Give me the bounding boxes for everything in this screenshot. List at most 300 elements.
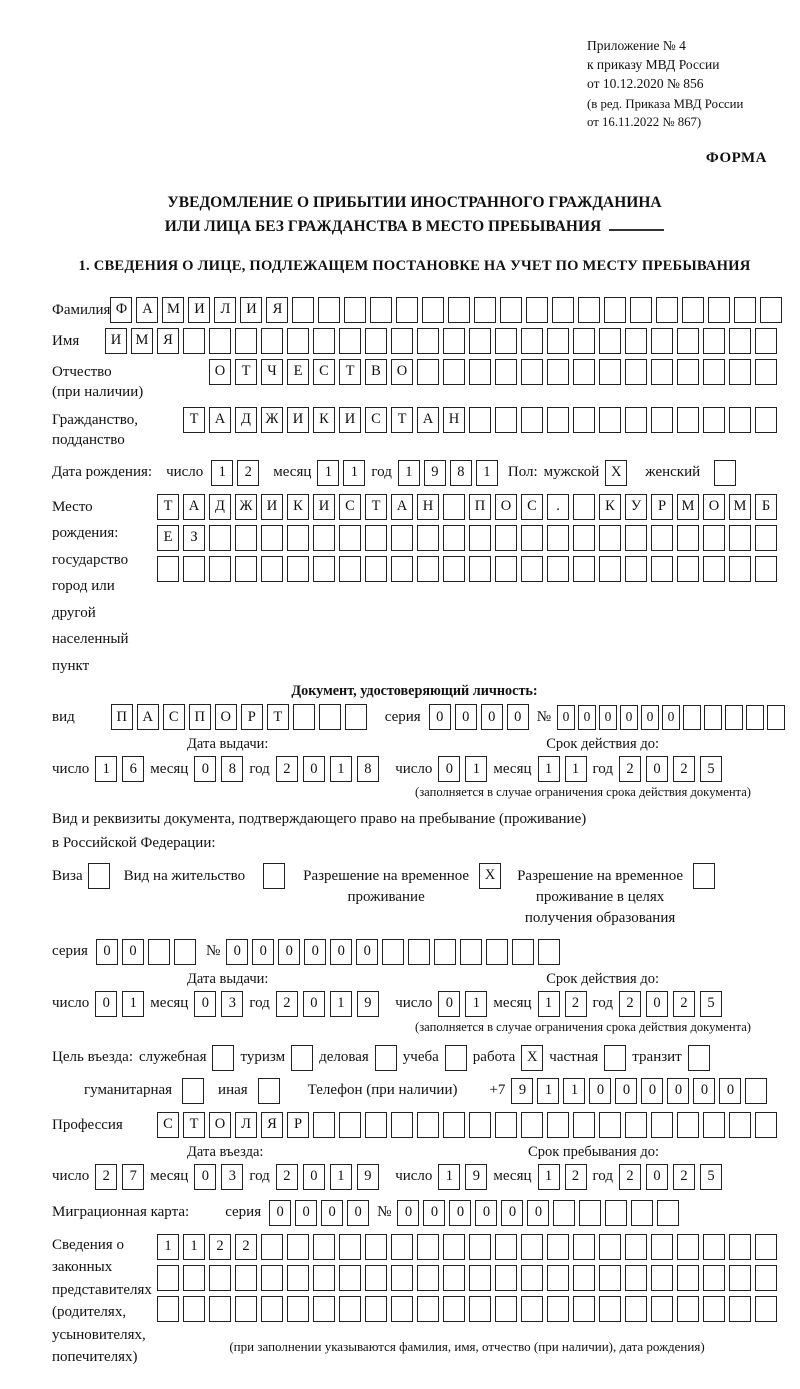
char-cell[interactable] <box>313 1296 335 1322</box>
char-cell[interactable]: 0 <box>252 939 274 965</box>
char-cell[interactable]: Т <box>235 359 257 385</box>
char-cell[interactable] <box>417 328 439 354</box>
char-cell[interactable] <box>755 1265 777 1291</box>
char-cell[interactable]: 0 <box>507 704 529 730</box>
char-cell[interactable] <box>708 297 730 323</box>
char-cell[interactable] <box>547 359 569 385</box>
char-cell[interactable] <box>261 556 283 582</box>
char-cell[interactable] <box>287 1296 309 1322</box>
char-cell[interactable]: П <box>469 494 491 520</box>
char-cell[interactable]: Р <box>651 494 673 520</box>
char-cell[interactable] <box>469 556 491 582</box>
char-cell[interactable]: 0 <box>303 756 325 782</box>
char-cell[interactable] <box>729 1265 751 1291</box>
char-cell[interactable]: 2 <box>209 1234 231 1260</box>
residence-permit-checkbox[interactable] <box>263 863 285 889</box>
char-cell[interactable] <box>755 359 777 385</box>
char-cell[interactable] <box>729 525 751 551</box>
char-cell[interactable]: К <box>287 494 309 520</box>
char-cell[interactable] <box>512 939 534 965</box>
purpose-humanitarian-checkbox[interactable] <box>182 1078 204 1104</box>
char-cell[interactable] <box>443 1112 465 1138</box>
char-cell[interactable]: 0 <box>455 704 477 730</box>
char-cell[interactable] <box>625 525 647 551</box>
char-cell[interactable] <box>651 1296 673 1322</box>
char-cell[interactable] <box>365 525 387 551</box>
char-cell[interactable]: 1 <box>465 991 487 1017</box>
char-cell[interactable] <box>313 556 335 582</box>
char-cell[interactable]: О <box>209 359 231 385</box>
char-cell[interactable] <box>391 1234 413 1260</box>
char-cell[interactable]: 1 <box>538 1164 560 1190</box>
char-cell[interactable] <box>313 1112 335 1138</box>
char-cell[interactable] <box>157 1265 179 1291</box>
char-cell[interactable]: Р <box>241 704 263 730</box>
char-cell[interactable] <box>625 1112 647 1138</box>
purpose-tourism-checkbox[interactable] <box>291 1045 313 1071</box>
char-cell[interactable] <box>235 556 257 582</box>
char-cell[interactable] <box>547 525 569 551</box>
char-cell[interactable] <box>599 1112 621 1138</box>
char-cell[interactable]: С <box>521 494 543 520</box>
char-cell[interactable] <box>365 328 387 354</box>
char-cell[interactable]: 0 <box>303 991 325 1017</box>
char-cell[interactable] <box>703 556 725 582</box>
char-cell[interactable] <box>443 359 465 385</box>
char-cell[interactable]: 0 <box>667 1078 689 1104</box>
char-cell[interactable] <box>469 1234 491 1260</box>
char-cell[interactable] <box>521 359 543 385</box>
char-cell[interactable]: 2 <box>673 756 695 782</box>
char-cell[interactable]: 1 <box>465 756 487 782</box>
char-cell[interactable] <box>391 556 413 582</box>
char-cell[interactable]: А <box>183 494 205 520</box>
char-cell[interactable]: Б <box>755 494 777 520</box>
char-cell[interactable]: Д <box>235 407 257 433</box>
char-cell[interactable] <box>578 297 600 323</box>
char-cell[interactable] <box>417 1265 439 1291</box>
char-cell[interactable] <box>235 1265 257 1291</box>
char-cell[interactable] <box>434 939 456 965</box>
char-cell[interactable] <box>703 1234 725 1260</box>
char-cell[interactable]: 9 <box>465 1164 487 1190</box>
char-cell[interactable]: Ж <box>261 407 283 433</box>
char-cell[interactable] <box>677 525 699 551</box>
char-cell[interactable] <box>345 704 367 730</box>
char-cell[interactable] <box>443 1265 465 1291</box>
char-cell[interactable] <box>469 407 491 433</box>
char-cell[interactable]: 2 <box>565 1164 587 1190</box>
char-cell[interactable] <box>293 704 315 730</box>
char-cell[interactable] <box>209 1265 231 1291</box>
char-cell[interactable]: 0 <box>321 1200 343 1226</box>
char-cell[interactable] <box>521 1234 543 1260</box>
char-cell[interactable]: 0 <box>693 1078 715 1104</box>
char-cell[interactable] <box>521 1112 543 1138</box>
char-cell[interactable] <box>683 705 701 730</box>
char-cell[interactable]: 2 <box>619 991 641 1017</box>
char-cell[interactable]: 0 <box>438 991 460 1017</box>
char-cell[interactable]: 0 <box>641 705 659 730</box>
char-cell[interactable]: А <box>209 407 231 433</box>
char-cell[interactable]: 0 <box>303 1164 325 1190</box>
temporary-residence-checkbox[interactable]: X <box>479 863 501 889</box>
char-cell[interactable]: 1 <box>317 460 339 486</box>
char-cell[interactable]: Т <box>391 407 413 433</box>
char-cell[interactable] <box>703 1296 725 1322</box>
char-cell[interactable]: А <box>391 494 413 520</box>
char-cell[interactable]: О <box>215 704 237 730</box>
char-cell[interactable] <box>657 1200 679 1226</box>
char-cell[interactable]: Я <box>261 1112 283 1138</box>
char-cell[interactable] <box>729 407 751 433</box>
char-cell[interactable] <box>287 1265 309 1291</box>
char-cell[interactable] <box>391 1296 413 1322</box>
char-cell[interactable]: М <box>131 328 153 354</box>
char-cell[interactable] <box>625 1265 647 1291</box>
char-cell[interactable]: 0 <box>589 1078 611 1104</box>
char-cell[interactable]: Н <box>417 494 439 520</box>
char-cell[interactable] <box>469 328 491 354</box>
char-cell[interactable] <box>495 359 517 385</box>
char-cell[interactable] <box>287 1234 309 1260</box>
char-cell[interactable] <box>495 1296 517 1322</box>
char-cell[interactable] <box>746 705 764 730</box>
char-cell[interactable] <box>209 556 231 582</box>
char-cell[interactable] <box>209 328 231 354</box>
char-cell[interactable]: 0 <box>429 704 451 730</box>
char-cell[interactable] <box>599 1234 621 1260</box>
char-cell[interactable] <box>443 328 465 354</box>
char-cell[interactable] <box>365 1234 387 1260</box>
char-cell[interactable]: 0 <box>449 1200 471 1226</box>
char-cell[interactable] <box>755 1234 777 1260</box>
char-cell[interactable] <box>677 359 699 385</box>
char-cell[interactable]: Е <box>287 359 309 385</box>
char-cell[interactable]: 2 <box>673 1164 695 1190</box>
char-cell[interactable] <box>729 1234 751 1260</box>
char-cell[interactable] <box>313 1265 335 1291</box>
char-cell[interactable] <box>261 1234 283 1260</box>
char-cell[interactable] <box>474 297 496 323</box>
char-cell[interactable]: С <box>163 704 185 730</box>
char-cell[interactable] <box>677 1265 699 1291</box>
char-cell[interactable] <box>495 407 517 433</box>
char-cell[interactable] <box>261 525 283 551</box>
char-cell[interactable] <box>651 328 673 354</box>
char-cell[interactable] <box>651 556 673 582</box>
char-cell[interactable]: 7 <box>122 1164 144 1190</box>
char-cell[interactable] <box>755 407 777 433</box>
char-cell[interactable]: Р <box>287 1112 309 1138</box>
char-cell[interactable]: 0 <box>599 705 617 730</box>
char-cell[interactable] <box>495 525 517 551</box>
char-cell[interactable]: 1 <box>343 460 365 486</box>
char-cell[interactable] <box>521 1265 543 1291</box>
char-cell[interactable] <box>157 1296 179 1322</box>
char-cell[interactable] <box>313 328 335 354</box>
char-cell[interactable]: С <box>339 494 361 520</box>
char-cell[interactable]: М <box>729 494 751 520</box>
char-cell[interactable]: 2 <box>276 1164 298 1190</box>
char-cell[interactable] <box>547 1112 569 1138</box>
char-cell[interactable]: И <box>188 297 210 323</box>
char-cell[interactable] <box>417 1234 439 1260</box>
char-cell[interactable] <box>677 1112 699 1138</box>
char-cell[interactable]: 0 <box>662 705 680 730</box>
char-cell[interactable]: Т <box>183 1112 205 1138</box>
char-cell[interactable]: 8 <box>357 756 379 782</box>
char-cell[interactable] <box>553 1200 575 1226</box>
purpose-transit-checkbox[interactable] <box>688 1045 710 1071</box>
char-cell[interactable]: 0 <box>646 1164 668 1190</box>
char-cell[interactable] <box>521 407 543 433</box>
char-cell[interactable] <box>469 525 491 551</box>
char-cell[interactable]: 2 <box>619 756 641 782</box>
char-cell[interactable] <box>391 525 413 551</box>
char-cell[interactable]: А <box>136 297 158 323</box>
char-cell[interactable]: 1 <box>563 1078 585 1104</box>
char-cell[interactable] <box>443 525 465 551</box>
char-cell[interactable]: 1 <box>565 756 587 782</box>
char-cell[interactable]: И <box>339 407 361 433</box>
char-cell[interactable] <box>417 1112 439 1138</box>
char-cell[interactable] <box>677 1296 699 1322</box>
char-cell[interactable]: 0 <box>356 939 378 965</box>
temporary-residence-education-checkbox[interactable] <box>693 863 715 889</box>
char-cell[interactable] <box>599 556 621 582</box>
char-cell[interactable] <box>235 525 257 551</box>
char-cell[interactable]: К <box>313 407 335 433</box>
char-cell[interactable]: 0 <box>194 1164 216 1190</box>
char-cell[interactable] <box>460 939 482 965</box>
char-cell[interactable] <box>469 1265 491 1291</box>
char-cell[interactable]: 2 <box>673 991 695 1017</box>
char-cell[interactable] <box>703 1112 725 1138</box>
char-cell[interactable] <box>599 525 621 551</box>
char-cell[interactable]: О <box>703 494 725 520</box>
char-cell[interactable] <box>261 1265 283 1291</box>
char-cell[interactable]: 0 <box>330 939 352 965</box>
char-cell[interactable] <box>391 1112 413 1138</box>
char-cell[interactable] <box>261 1296 283 1322</box>
char-cell[interactable] <box>521 556 543 582</box>
char-cell[interactable] <box>579 1200 601 1226</box>
char-cell[interactable] <box>209 525 231 551</box>
char-cell[interactable] <box>755 525 777 551</box>
purpose-private-checkbox[interactable] <box>604 1045 626 1071</box>
char-cell[interactable]: Я <box>157 328 179 354</box>
visa-checkbox[interactable] <box>88 863 110 889</box>
char-cell[interactable] <box>495 328 517 354</box>
char-cell[interactable] <box>599 407 621 433</box>
char-cell[interactable] <box>704 705 722 730</box>
char-cell[interactable]: 1 <box>183 1234 205 1260</box>
char-cell[interactable]: Т <box>267 704 289 730</box>
char-cell[interactable]: 0 <box>646 756 668 782</box>
char-cell[interactable]: 1 <box>211 460 233 486</box>
char-cell[interactable] <box>729 359 751 385</box>
char-cell[interactable] <box>235 1296 257 1322</box>
char-cell[interactable]: У <box>625 494 647 520</box>
char-cell[interactable] <box>755 1112 777 1138</box>
char-cell[interactable]: И <box>240 297 262 323</box>
char-cell[interactable] <box>625 407 647 433</box>
char-cell[interactable]: 5 <box>700 1164 722 1190</box>
char-cell[interactable] <box>313 1234 335 1260</box>
char-cell[interactable] <box>526 297 548 323</box>
char-cell[interactable] <box>547 556 569 582</box>
char-cell[interactable] <box>391 328 413 354</box>
char-cell[interactable] <box>448 297 470 323</box>
char-cell[interactable]: 9 <box>511 1078 533 1104</box>
char-cell[interactable] <box>183 556 205 582</box>
char-cell[interactable]: 0 <box>481 704 503 730</box>
char-cell[interactable] <box>443 494 465 520</box>
char-cell[interactable] <box>547 407 569 433</box>
char-cell[interactable] <box>417 1296 439 1322</box>
char-cell[interactable] <box>365 1296 387 1322</box>
char-cell[interactable]: 2 <box>237 460 259 486</box>
char-cell[interactable] <box>500 297 522 323</box>
purpose-official-checkbox[interactable] <box>212 1045 234 1071</box>
char-cell[interactable] <box>339 1112 361 1138</box>
char-cell[interactable] <box>396 297 418 323</box>
char-cell[interactable]: 1 <box>398 460 420 486</box>
sex-female-checkbox[interactable] <box>714 460 736 486</box>
char-cell[interactable]: 0 <box>194 756 216 782</box>
char-cell[interactable] <box>599 1296 621 1322</box>
char-cell[interactable]: 5 <box>700 756 722 782</box>
char-cell[interactable]: 1 <box>157 1234 179 1260</box>
char-cell[interactable]: 0 <box>397 1200 419 1226</box>
char-cell[interactable] <box>599 328 621 354</box>
char-cell[interactable]: Л <box>235 1112 257 1138</box>
char-cell[interactable] <box>677 407 699 433</box>
char-cell[interactable] <box>417 556 439 582</box>
char-cell[interactable] <box>703 328 725 354</box>
char-cell[interactable] <box>651 359 673 385</box>
char-cell[interactable] <box>339 525 361 551</box>
char-cell[interactable] <box>729 1296 751 1322</box>
char-cell[interactable] <box>573 556 595 582</box>
char-cell[interactable]: 1 <box>330 991 352 1017</box>
char-cell[interactable]: 1 <box>537 1078 559 1104</box>
char-cell[interactable] <box>755 328 777 354</box>
char-cell[interactable]: А <box>417 407 439 433</box>
char-cell[interactable] <box>318 297 340 323</box>
char-cell[interactable] <box>703 1265 725 1291</box>
char-cell[interactable]: О <box>391 359 413 385</box>
char-cell[interactable]: 1 <box>476 460 498 486</box>
char-cell[interactable] <box>313 525 335 551</box>
char-cell[interactable]: О <box>209 1112 231 1138</box>
char-cell[interactable] <box>148 939 170 965</box>
char-cell[interactable] <box>521 328 543 354</box>
char-cell[interactable] <box>365 556 387 582</box>
char-cell[interactable] <box>703 407 725 433</box>
char-cell[interactable]: А <box>137 704 159 730</box>
char-cell[interactable]: 0 <box>278 939 300 965</box>
char-cell[interactable] <box>755 1296 777 1322</box>
char-cell[interactable]: В <box>365 359 387 385</box>
char-cell[interactable] <box>339 1296 361 1322</box>
char-cell[interactable]: 6 <box>122 756 144 782</box>
char-cell[interactable] <box>625 1234 647 1260</box>
char-cell[interactable]: 2 <box>95 1164 117 1190</box>
char-cell[interactable] <box>521 1296 543 1322</box>
char-cell[interactable]: 0 <box>557 705 575 730</box>
char-cell[interactable]: П <box>111 704 133 730</box>
char-cell[interactable] <box>760 297 782 323</box>
char-cell[interactable] <box>339 1265 361 1291</box>
char-cell[interactable] <box>651 525 673 551</box>
char-cell[interactable]: 0 <box>269 1200 291 1226</box>
char-cell[interactable] <box>157 556 179 582</box>
char-cell[interactable]: 0 <box>423 1200 445 1226</box>
char-cell[interactable]: 8 <box>450 460 472 486</box>
char-cell[interactable]: 9 <box>357 1164 379 1190</box>
char-cell[interactable] <box>287 556 309 582</box>
char-cell[interactable]: 2 <box>276 756 298 782</box>
char-cell[interactable] <box>417 525 439 551</box>
char-cell[interactable]: . <box>547 494 569 520</box>
char-cell[interactable] <box>625 328 647 354</box>
char-cell[interactable] <box>344 297 366 323</box>
char-cell[interactable]: И <box>261 494 283 520</box>
char-cell[interactable]: 0 <box>295 1200 317 1226</box>
char-cell[interactable]: Н <box>443 407 465 433</box>
char-cell[interactable] <box>651 1265 673 1291</box>
char-cell[interactable]: Л <box>214 297 236 323</box>
char-cell[interactable] <box>495 1265 517 1291</box>
char-cell[interactable]: 0 <box>501 1200 523 1226</box>
char-cell[interactable] <box>365 1112 387 1138</box>
char-cell[interactable] <box>339 1234 361 1260</box>
char-cell[interactable] <box>486 939 508 965</box>
char-cell[interactable]: 2 <box>235 1234 257 1260</box>
char-cell[interactable] <box>734 297 756 323</box>
char-cell[interactable] <box>538 939 560 965</box>
char-cell[interactable]: 1 <box>330 1164 352 1190</box>
char-cell[interactable]: Я <box>266 297 288 323</box>
char-cell[interactable] <box>604 297 626 323</box>
char-cell[interactable] <box>495 1112 517 1138</box>
char-cell[interactable]: И <box>287 407 309 433</box>
char-cell[interactable] <box>573 359 595 385</box>
char-cell[interactable] <box>319 704 341 730</box>
char-cell[interactable]: 9 <box>424 460 446 486</box>
char-cell[interactable]: Ч <box>261 359 283 385</box>
char-cell[interactable]: 0 <box>194 991 216 1017</box>
char-cell[interactable] <box>725 705 743 730</box>
char-cell[interactable] <box>729 328 751 354</box>
char-cell[interactable] <box>547 1265 569 1291</box>
char-cell[interactable] <box>599 1265 621 1291</box>
char-cell[interactable] <box>547 1234 569 1260</box>
char-cell[interactable]: 9 <box>357 991 379 1017</box>
char-cell[interactable] <box>183 1296 205 1322</box>
char-cell[interactable] <box>677 1234 699 1260</box>
char-cell[interactable]: О <box>495 494 517 520</box>
char-cell[interactable]: 0 <box>95 991 117 1017</box>
char-cell[interactable]: М <box>677 494 699 520</box>
char-cell[interactable]: К <box>599 494 621 520</box>
char-cell[interactable] <box>651 1112 673 1138</box>
char-cell[interactable] <box>469 1112 491 1138</box>
char-cell[interactable] <box>573 494 595 520</box>
purpose-study-checkbox[interactable] <box>445 1045 467 1071</box>
